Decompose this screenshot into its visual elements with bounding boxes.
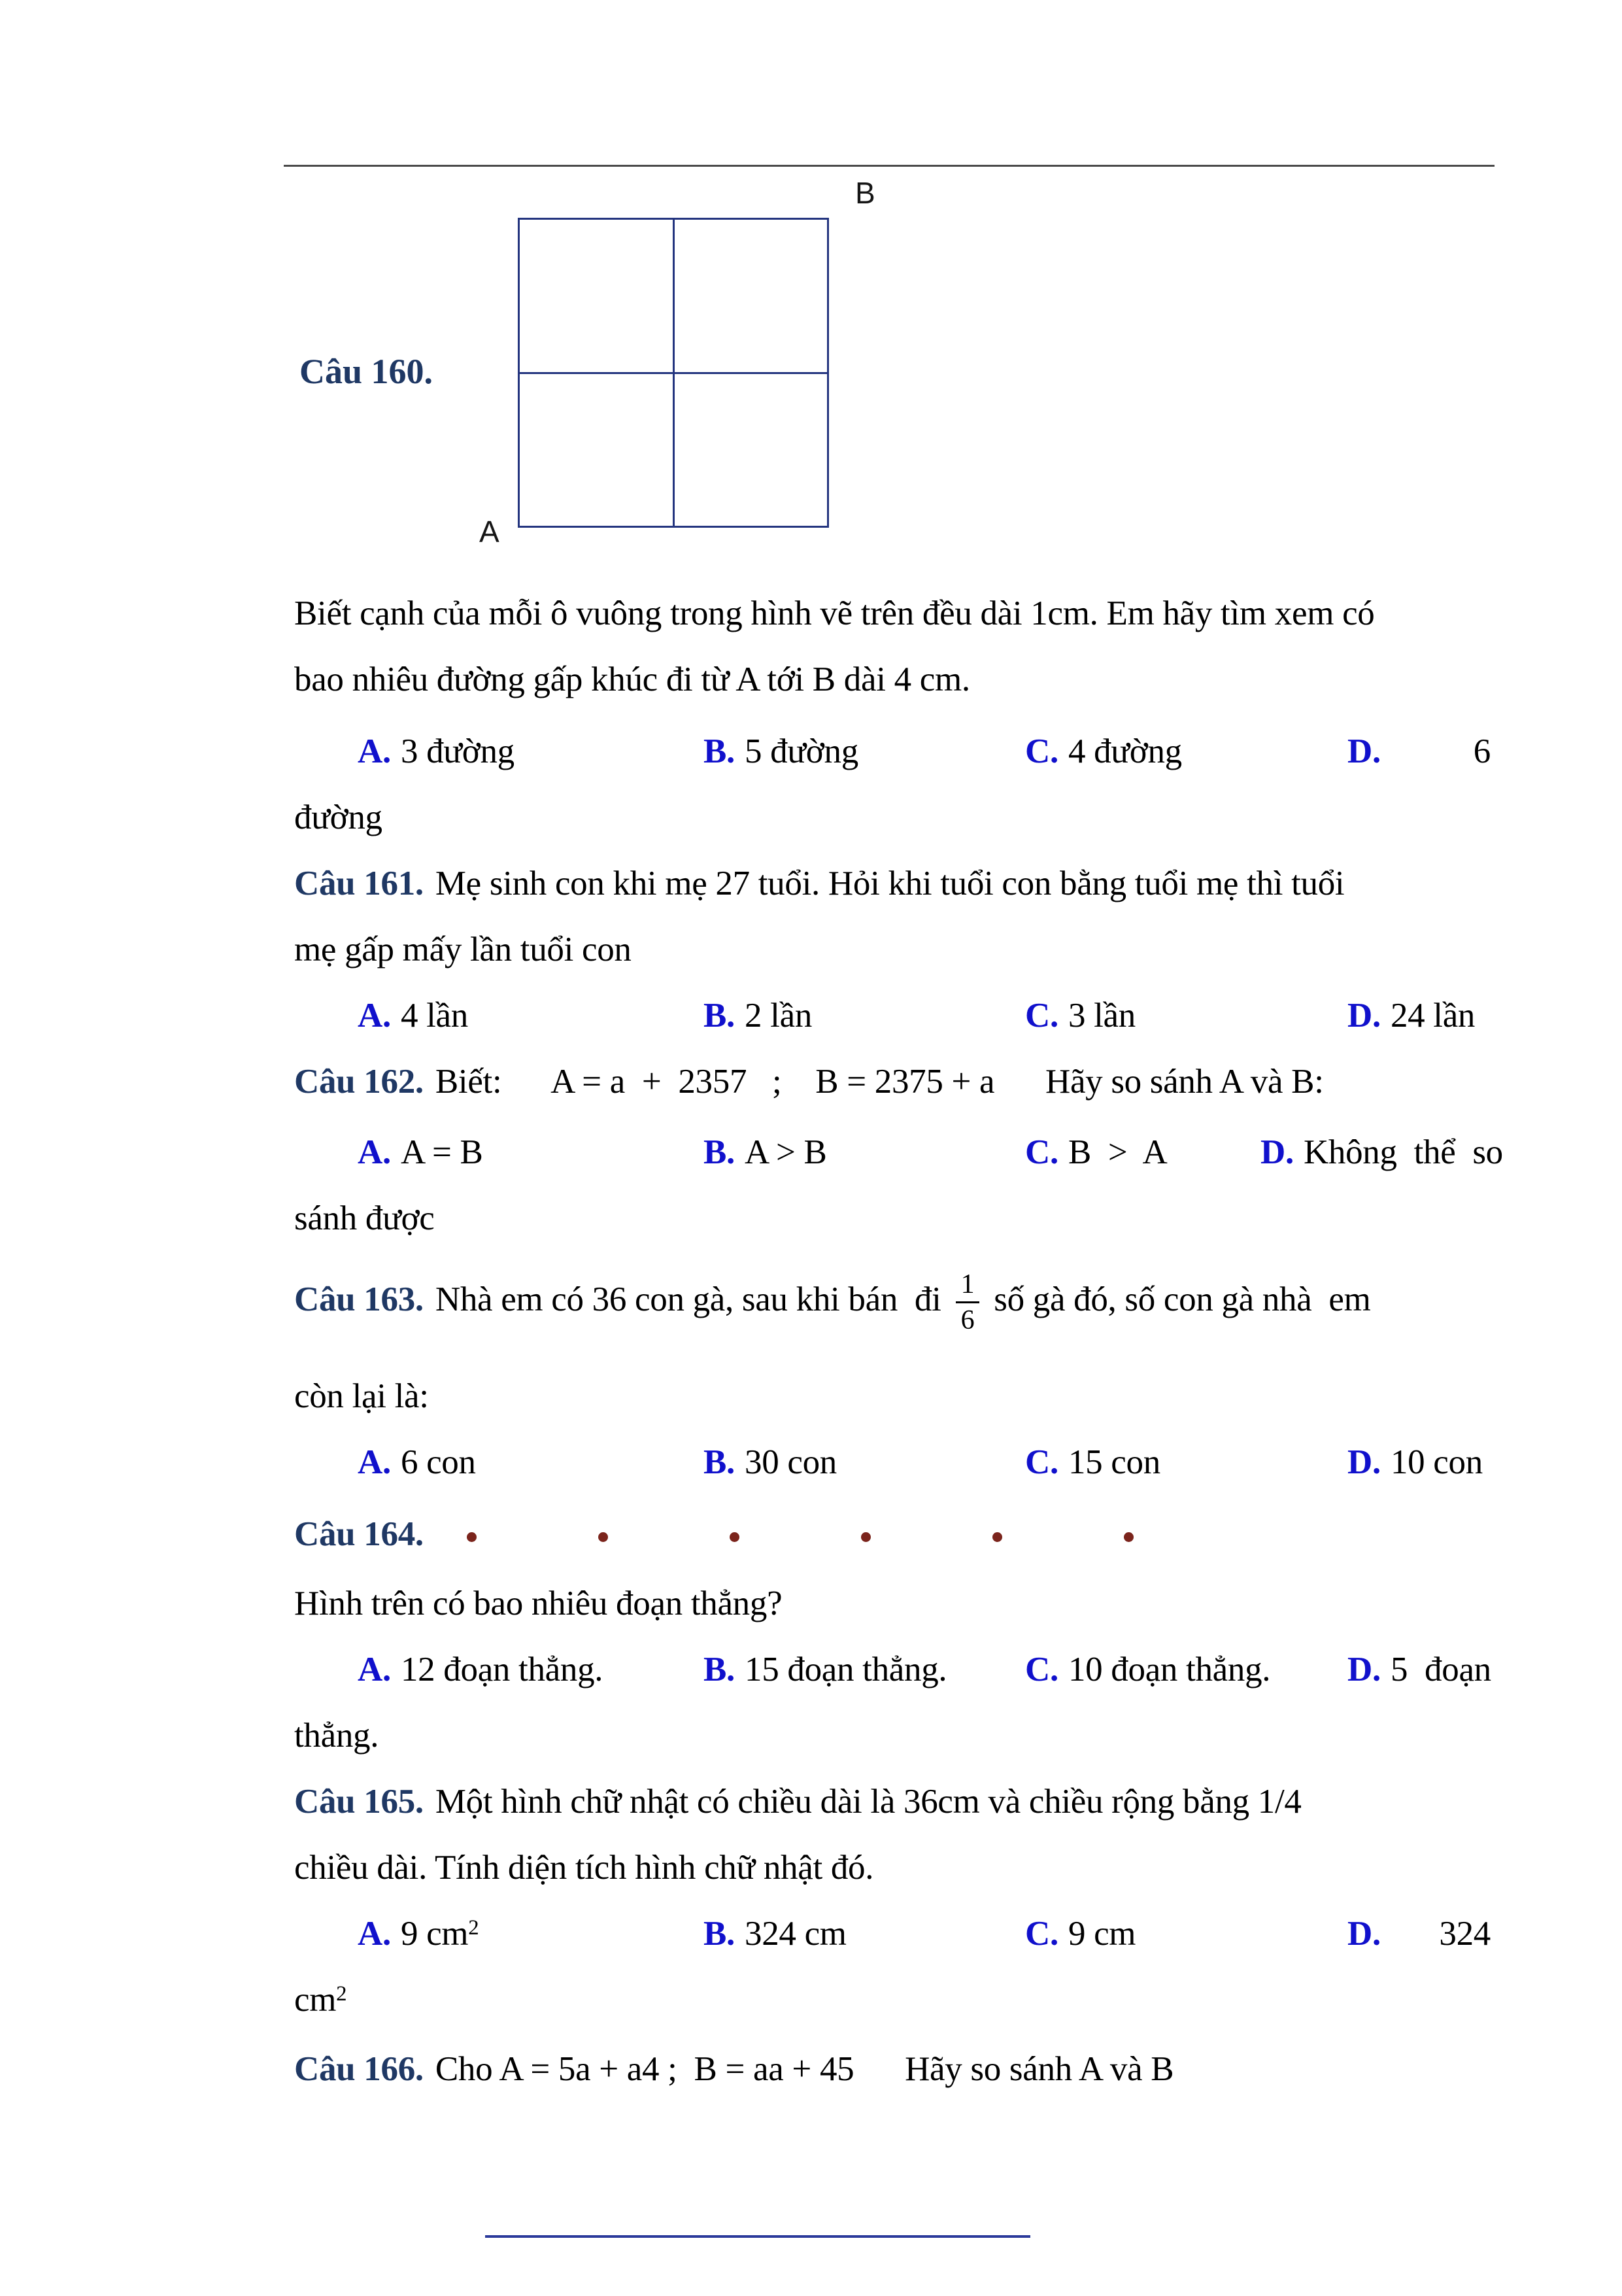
answer-option-c: [1025, 719, 1182, 785]
answer-letter: D.: [1260, 1133, 1294, 1171]
content: [294, 581, 1503, 2102]
answer-option-b: [703, 1430, 837, 1496]
q164-answers: [294, 1637, 1491, 1703]
answer-option-d: [1347, 1637, 1491, 1703]
answer-letter: C.: [1025, 1651, 1058, 1688]
answer-option-d: [1347, 983, 1475, 1049]
body-text: số gà đó, số con gà nhà em: [994, 1280, 1371, 1318]
q162-answer-wrap: [294, 1186, 1491, 1252]
q162-answers: [294, 1120, 1503, 1186]
answer-text: 9 cm: [400, 1915, 469, 1953]
answer-option-c: [1025, 1120, 1167, 1186]
dot-icon: [861, 1532, 871, 1542]
answer-text: thẳng.: [294, 1717, 379, 1755]
figure-label-a: A: [479, 515, 499, 549]
q161-text-line1: [294, 851, 1491, 917]
answer-letter: C.: [1025, 1133, 1058, 1171]
q163-answers: [294, 1430, 1491, 1496]
footer-rule: [485, 2235, 1030, 2238]
answer-option-d: [1347, 1430, 1483, 1496]
body-text: còn lại là:: [294, 1377, 429, 1415]
answer-option-b: [703, 1637, 947, 1703]
answer-text: sánh được: [294, 1199, 435, 1237]
answer-letter: A.: [358, 1133, 391, 1171]
q165-text-line2: [294, 1835, 1491, 1901]
answer-option-c: [1025, 1430, 1160, 1496]
body-text: bao nhiêu đường gấp khúc đi từ A tới B dài 4 cm.: [294, 660, 970, 698]
answer-letter: A.: [358, 1443, 391, 1481]
answer-letter: D.: [1347, 732, 1381, 770]
answer-text: 6: [1473, 732, 1491, 770]
body-text: chiều dài. Tính diện tích hình chữ nhật đó.: [294, 1849, 874, 1887]
q160-answers: [294, 719, 1491, 785]
answer-text: 12 đoạn thẳng.: [400, 1651, 603, 1688]
answer-text: 5 đoạn: [1390, 1651, 1491, 1688]
answer-text: 3 lần: [1068, 997, 1136, 1035]
answer-text: 15 con: [1068, 1443, 1160, 1481]
answer-text: đường: [294, 798, 382, 836]
answer-option-a: [358, 983, 468, 1049]
answer-letter: D.: [1347, 1651, 1381, 1688]
answer-letter: C.: [1025, 732, 1058, 770]
answer-text: 4 lần: [400, 997, 468, 1035]
answer-text: Không thể so: [1303, 1133, 1503, 1171]
answer-letter: B.: [703, 1443, 735, 1481]
body-text: Biết: A = a + 2357 ; B = 2375 + a Hãy so sánh A và B:: [435, 1063, 1324, 1101]
superscript: 2: [468, 1916, 479, 1940]
answer-letter: B.: [703, 997, 735, 1035]
answer-option-c: [1025, 983, 1136, 1049]
answer-letter: C.: [1025, 1443, 1058, 1481]
fraction-one-sixth: [956, 1267, 980, 1338]
answer-option-b: [703, 1120, 827, 1186]
answer-option-a: [358, 1901, 479, 1967]
answer-text: 10 đoạn thẳng.: [1068, 1651, 1271, 1688]
answer-option-b: [703, 719, 858, 785]
q164-dots: [467, 1532, 1134, 1542]
fraction-numerator: 1: [956, 1267, 980, 1304]
header-rule: [284, 165, 1495, 167]
answer-text: 6 con: [400, 1443, 476, 1481]
answer-letter: B.: [703, 1133, 735, 1171]
answer-letter: C.: [1025, 997, 1058, 1035]
body-text: Mẹ sinh con khi mẹ 27 tuổi. Hỏi khi tuổi con bằng tuổi mẹ thì tuổi: [435, 865, 1345, 902]
fraction-denominator: 6: [960, 1305, 975, 1336]
answer-text: 324: [1439, 1915, 1491, 1953]
answer-text: 5 đường: [745, 732, 858, 770]
body-text: Biết cạnh của mỗi ô vuông trong hình vẽ trên đều dài 1cm. Em hãy tìm xem có: [294, 594, 1375, 632]
answer-text: A > B: [745, 1133, 827, 1171]
q164-text-line2: [294, 1571, 1491, 1637]
question-label-162: Câu 162.: [294, 1063, 424, 1101]
question-label-164: Câu 164.: [294, 1515, 424, 1553]
answer-letter: A.: [358, 732, 391, 770]
answer-letter: D.: [1347, 997, 1381, 1035]
q160-text-line2: [294, 647, 1491, 713]
answer-option-b: [703, 1901, 847, 1967]
dot-icon: [1124, 1532, 1134, 1542]
answer-text: 9 cm: [1068, 1915, 1136, 1953]
answer-letter: D.: [1347, 1915, 1381, 1953]
question-label-165: Câu 165.: [294, 1783, 424, 1821]
answer-letter: A.: [358, 997, 391, 1035]
grid-horizontal-line: [520, 372, 827, 374]
dot-icon: [992, 1532, 1002, 1542]
body-text: Một hình chữ nhật có chiều dài là 36cm và chiều rộng bằng 1/4: [435, 1783, 1302, 1821]
answer-option-a: [358, 1430, 476, 1496]
q165-text-line1: [294, 1769, 1491, 1835]
answer-text: A = B: [400, 1133, 483, 1171]
question-label-166: Câu 166.: [294, 2050, 424, 2088]
answer-letter: B.: [703, 732, 735, 770]
answer-text: 15 đoạn thẳng.: [745, 1651, 947, 1688]
dot-icon: [730, 1532, 739, 1542]
q161-text-line2: [294, 917, 1491, 983]
dot-icon: [598, 1532, 608, 1542]
body-text: Cho A = 5a + a4 ; B = aa + 45 Hãy so sánh A và B: [435, 2050, 1174, 2088]
question-label-160: Câu 160.: [299, 352, 433, 391]
answer-option-d: [1347, 719, 1391, 785]
grid-figure: [518, 218, 829, 528]
answer-letter: D.: [1347, 1443, 1381, 1481]
answer-letter: A.: [358, 1651, 391, 1688]
q164-answer-wrap: [294, 1703, 1491, 1769]
q165-answer-wrap: [294, 1967, 1491, 2033]
answer-option-c: [1025, 1637, 1270, 1703]
body-text: mẹ gấp mấy lần tuổi con: [294, 931, 632, 968]
answer-option-b: [703, 983, 812, 1049]
answer-letter: A.: [358, 1915, 391, 1953]
answer-option-d: [1347, 1901, 1391, 1967]
answer-option-a: [358, 719, 515, 785]
q161-answers: [294, 983, 1491, 1049]
answer-text: 3 đường: [400, 732, 515, 770]
q163-text-line1: [294, 1267, 1491, 1336]
q162-text-line1: [294, 1049, 1491, 1115]
q163-text-line2: [294, 1363, 1491, 1430]
figure-label-b: B: [855, 176, 875, 210]
q166-text-line1: [294, 2036, 1491, 2102]
superscript: 2: [336, 1982, 347, 2006]
answer-text: 4 đường: [1068, 732, 1182, 770]
answer-text: 10 con: [1390, 1443, 1483, 1481]
answer-option-d-value: [1474, 719, 1491, 785]
answer-letter: B.: [703, 1651, 735, 1688]
q160-text-line1: [294, 581, 1491, 647]
answer-option-a: [358, 1637, 603, 1703]
question-label-161: Câu 161.: [294, 865, 424, 902]
answer-text: cm: [294, 1981, 337, 2019]
answer-option-c: [1025, 1901, 1136, 1967]
question-label-163: Câu 163.: [294, 1280, 424, 1318]
answer-option-d-value: [1439, 1901, 1491, 1967]
answer-text: B > A: [1068, 1133, 1168, 1171]
body-text: Nhà em có 36 con gà, sau khi bán đi: [435, 1280, 941, 1318]
q165-answers: [294, 1901, 1491, 1967]
answer-text: 24 lần: [1390, 997, 1476, 1035]
body-text: Hình trên có bao nhiêu đoạn thẳng?: [294, 1585, 783, 1622]
answer-option-a: [358, 1120, 483, 1186]
answer-option-d: [1260, 1120, 1503, 1186]
answer-letter: B.: [703, 1915, 735, 1953]
answer-letter: C.: [1025, 1915, 1058, 1953]
answer-text: 2 lần: [745, 997, 813, 1035]
dot-icon: [467, 1532, 477, 1542]
answer-text: 30 con: [745, 1443, 837, 1481]
q160-answer-wrap: [294, 785, 1491, 851]
q164-text-line1: [294, 1501, 1491, 1568]
answer-text: 324 cm: [745, 1915, 847, 1953]
